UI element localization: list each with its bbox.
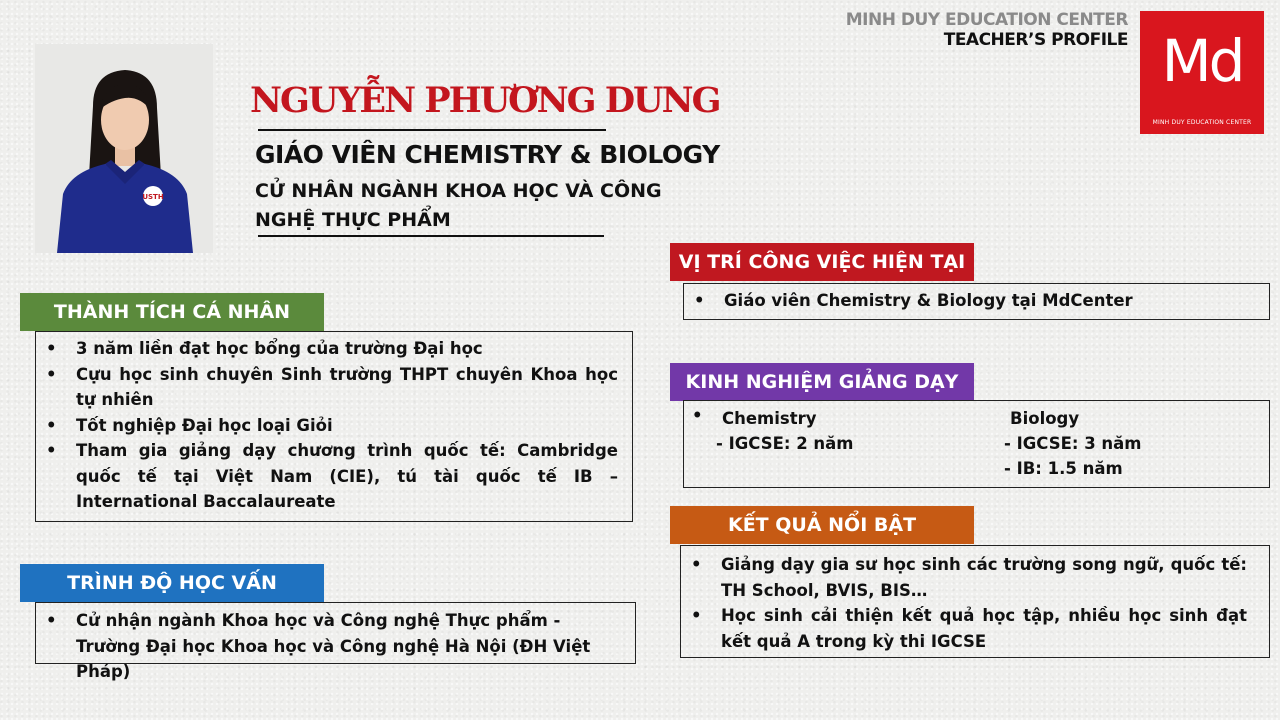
list-item: • Học sinh cải thiện kết quả học tập, nhiều học sinh đạt kết quả A trong kỳ thi IGCSE: [681, 603, 1247, 654]
degree-divider: [258, 235, 604, 237]
logo-subtext: MINH DUY EDUCATION CENTER: [1152, 119, 1252, 126]
teacher-name: NGUYỄN PHƯƠNG DUNG: [250, 80, 720, 121]
name-divider: [258, 129, 606, 131]
teacher-photo: [35, 44, 213, 253]
biology-igcse: - IGCSE: 3 năm: [1004, 434, 1142, 453]
teacher-degree: CỬ NHÂN NGÀNH KHOA HỌC VÀ CÔNG NGHỆ THỰC PHẨM: [255, 180, 662, 231]
position-box: [683, 283, 1270, 320]
list-item: • Cử nhận ngành Khoa học và Công nghệ Thực phẩm - Trường Đại học Khoa học và Công nghệ Hà Nội (ĐH Việt Pháp): [36, 608, 613, 685]
list-item: • Giáo viên Chemistry & Biology tại MdCenter: [684, 288, 1269, 314]
biology-ib: - IB: 1.5 năm: [1004, 459, 1123, 478]
biology-label: Biology: [1010, 409, 1080, 428]
shirt-logo-text: USTH: [142, 193, 164, 201]
education-box: [35, 602, 636, 681]
list-item: • Tốt nghiệp Đại học loại Giỏi: [36, 413, 618, 439]
teacher-portrait-illustration: [35, 44, 213, 253]
experience-heading: KINH NGHIỆM GIẢNG DẠY: [670, 363, 974, 401]
center-name: MINH DUY EDUCATION CENTER: [845, 10, 1128, 30]
bullet-icon: •: [692, 406, 703, 425]
results-heading: KẾT QUẢ NỔI BẬT: [670, 506, 974, 544]
position-heading: VỊ TRÍ CÔNG VIỆC HIỆN TẠI: [670, 243, 974, 281]
list-item: • Giảng dạy gia sư học sinh các trường song ngữ, quốc tế: TH School, BVIS, BIS…: [681, 552, 1247, 603]
chemistry-label: Chemistry: [722, 409, 817, 428]
teacher-title: GIÁO VIÊN CHEMISTRY & BIOLOGY: [255, 140, 720, 169]
experience-box: [683, 400, 1270, 488]
results-box: [680, 545, 1270, 658]
brand-logo: [1140, 11, 1264, 134]
education-heading: TRÌNH ĐỘ HỌC VẤN: [20, 564, 324, 602]
achievements-box: [35, 331, 633, 522]
achievements-heading: THÀNH TÍCH CÁ NHÂN: [20, 293, 324, 331]
logo-text: Md: [1161, 27, 1243, 95]
list-item: • Cựu học sinh chuyên Sinh trường THPT chuyên Khoa học tự nhiên: [36, 362, 618, 413]
list-item: • 3 năm liền đạt học bổng của trường Đại học: [36, 336, 618, 362]
profile-label: TEACHER’S PROFILE: [943, 30, 1128, 50]
chemistry-igcse: - IGCSE: 2 năm: [716, 434, 854, 453]
list-item: • Tham gia giảng dạy chương trình quốc tế: Cambridge quốc tế tại Việt Nam (CIE), tú tài quốc tế IB – International Baccalaureate: [36, 438, 618, 515]
